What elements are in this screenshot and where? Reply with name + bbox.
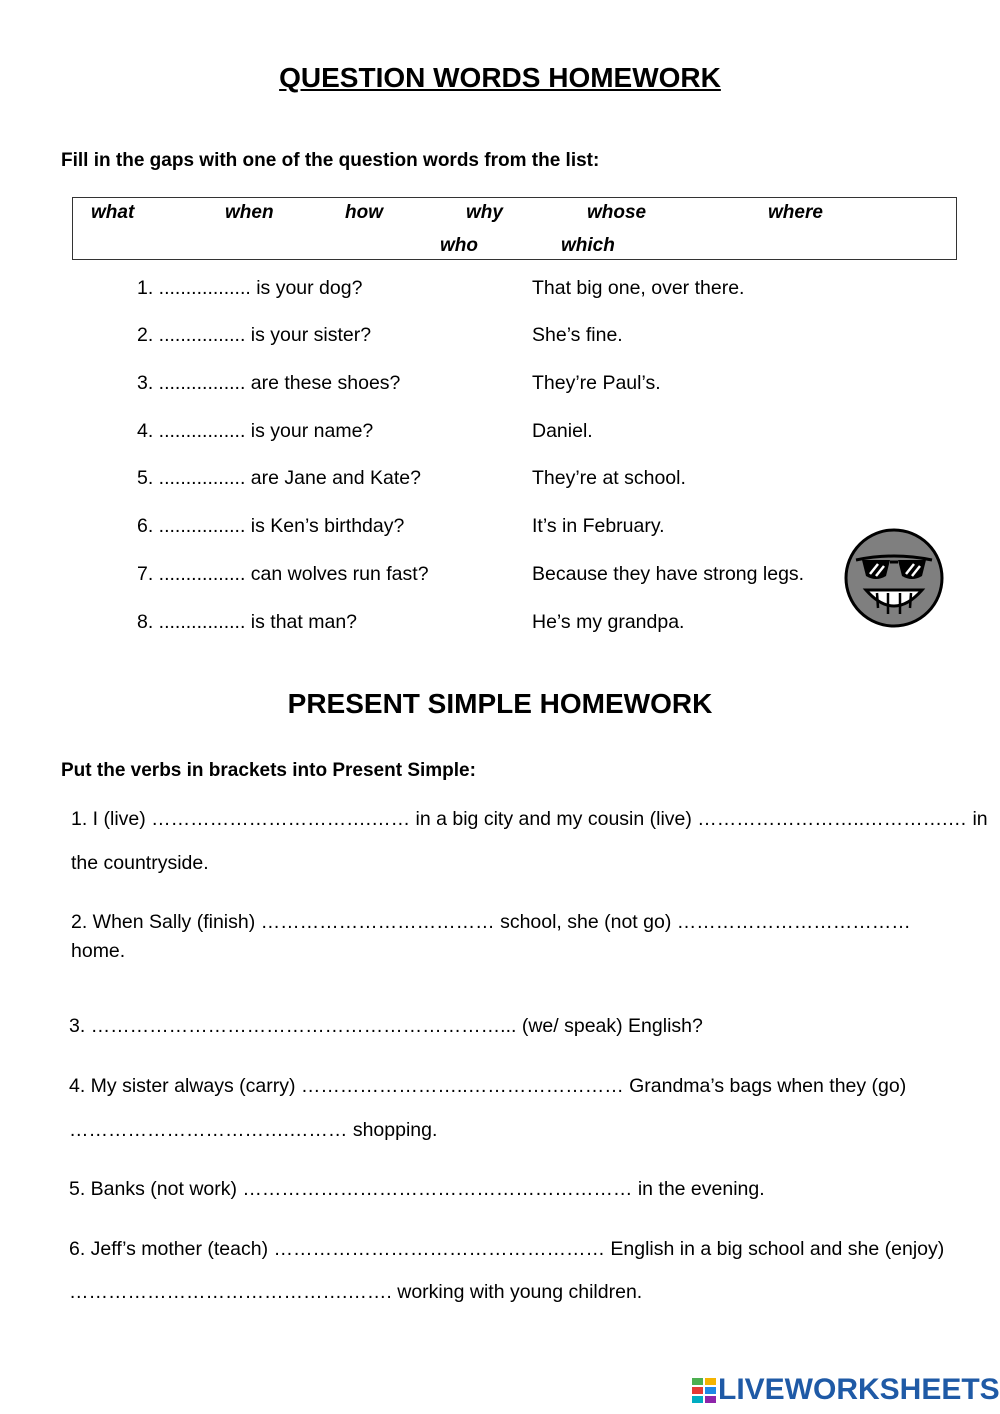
answer-7: Because they have strong legs.	[532, 563, 805, 585]
cool-smiley-icon	[842, 526, 946, 630]
question-5: 5. ................ are Jane and Kate?	[137, 467, 421, 489]
answer-5: They’re at school.	[532, 467, 686, 489]
exercise-3-line-1: 3. ………………………………………………………... (we/ speak) English?	[69, 1015, 703, 1037]
question-1: 1. ................. is your dog?	[137, 277, 363, 299]
instruction-question-words: Fill in the gaps with one of the question words from the list:	[61, 150, 600, 171]
exercise-2-line-2: home.	[71, 940, 126, 962]
exercise-5-line-1: 5. Banks (not work) …………………………………………………… in the evening.	[69, 1178, 765, 1200]
question-6: 6. ................ is Ken’s birthday?	[137, 515, 405, 537]
exercise-1-line-2: the countryside.	[71, 852, 209, 874]
word-bank-item: who	[440, 235, 478, 256]
word-bank-box	[72, 197, 957, 260]
answer-4: Daniel.	[532, 420, 593, 442]
question-7: 7. ................ can wolves run fast?	[137, 563, 429, 585]
answer-1: That big one, over there.	[532, 277, 745, 299]
question-4: 4. ................ is your name?	[137, 420, 374, 442]
answer-8: He’s my grandpa.	[532, 611, 685, 633]
word-bank-item: where	[768, 202, 823, 223]
exercise-6-line-2: …………………………………….……. working with young children.	[69, 1281, 643, 1303]
word-bank-item: why	[466, 202, 503, 223]
liveworksheets-logo-icon	[690, 1376, 718, 1404]
exercise-4-line-1: 4. My sister always (carry) ……………………..…………………… Grandma’s bags when they (go)	[69, 1075, 907, 1097]
word-bank-item: how	[345, 202, 383, 223]
exercise-1-line-1: 1. I (live) …………………………….…… in a big city and my cousin (live) ……………………..………….… in	[71, 808, 988, 830]
question-8: 8. ................ is that man?	[137, 611, 358, 633]
liveworksheets-logo	[690, 1372, 1000, 1408]
exercise-4-line-2: …………………………….……… shopping.	[69, 1119, 438, 1141]
question-2: 2. ................ is your sister?	[137, 324, 372, 346]
question-3: 3. ................ are these shoes?	[137, 372, 401, 394]
instruction-present-simple: Put the verbs in brackets into Present Simple:	[61, 760, 476, 781]
page-title: QUESTION WORDS HOMEWORK	[279, 62, 721, 93]
word-bank-item: when	[225, 202, 274, 223]
answer-2: She’s fine.	[532, 324, 623, 346]
answer-6: It’s in February.	[532, 515, 665, 537]
exercise-6-line-1: 6. Jeff’s mother (teach) …………………………………………… English in a big school and she (enjoy)	[69, 1238, 945, 1260]
exercise-2-line-1: 2. When Sally (finish) ……………………………… school, she (not go) ………………………………	[71, 911, 911, 933]
word-bank-item: what	[91, 202, 135, 223]
answer-3: They’re Paul’s.	[532, 372, 661, 394]
word-bank-item: whose	[587, 202, 647, 223]
section-title: PRESENT SIMPLE HOMEWORK	[287, 688, 713, 719]
liveworksheets-logo-text: LIVEWORKSHEETS	[718, 1373, 1000, 1406]
word-bank-item: which	[561, 235, 615, 256]
